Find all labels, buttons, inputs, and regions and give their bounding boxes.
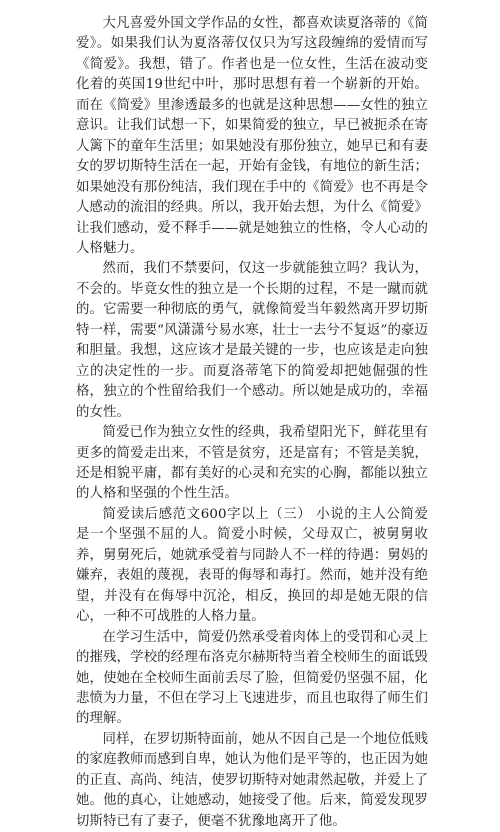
paragraph: 在学习生活中，简爱仍然承受着肉体上的受罚和心灵上的摧残，学校的经理布洛克尔赫斯特当着全校师生的面诋毁她，使她在全校师生面前丢尽了脸，但简爱仍坚强不屈，化悲愤为力量，不但在学习上飞速进步，而且也取得了师生们的理解。 bbox=[76, 629, 428, 727]
document-page bbox=[76, 14, 428, 832]
paragraph: 然而，我们不禁要问，仅这一步就能独立吗？我认为，不会的。毕竟女性的独立是一个长期的过程，不是一蹴而就的。它需要一种彻底的勇气，就像简爱当年毅然离开罗切斯特一样，需要“风潇潇兮易水寒，壮士一去兮不复返”的豪迈和胆量。我想，这应该才是最关键的一步，也应该是走向独立的决定性的一步。而夏洛蒂笔下的简爱却把她倔强的性格，独立的个性留给我们一个感动。所以她是成功的，幸福的女性。 bbox=[76, 261, 428, 420]
paragraph: 简爱已作为独立女性的经典，我希望阳光下，鲜花里有更多的简爱走出来，不管是贫穷，还是富有；不管是美貌，还是相貌平庸，都有美好的心灵和充实的心胸，都能以独立的人格和坚强的个性生活。 bbox=[76, 425, 428, 502]
paragraph: 同样，在罗切斯特面前，她从不因自己是一个地位低贱的家庭教师而感到自卑，她认为他们是平等的，也正因为她的正直、高尚、纯洁，使罗切斯特对她肃然起敬，并爱上了她。他的真心，让她感动，她接受了他。后来，简爱发现罗切斯特已有了妻子，便毫不犹豫地离开了他。 bbox=[76, 731, 428, 829]
paragraph: 大凡喜爱外国文学作品的女性，都喜欢读夏洛蒂的《简爱》。如果我们认为夏洛蒂仅仅只为写这段缠绵的爱情而写《简爱》。我想，错了。作者也是一位女性，生活在波动变化着的英国19世纪中叶，那时思想有着一个崭新的开始。而在《简爱》里渗透最多的也就是这种思想——女性的独立意识。让我们试想一下，如果简爱的独立，早已被扼杀在寄人篱下的童年生活里；如果她没有那份独立，她早已和有妻女的罗切斯特生活在一起，开始有金钱，有地位的新生活；如果她没有那份纯洁，我们现在手中的《简爱》也不再是令人感动的流泪的经典。所以，我开始去想，为什么《简爱》让我们感动，爱不释手——就是她独立的性格，令人心动的人格魅力。 bbox=[76, 16, 428, 256]
paragraph: 简爱读后感范文600字以上（三） 小说的主人公简爱是一个坚强不屈的人。简爱小时候，父母双亡，被舅舅收养，舅舅死后，她就承受着与同龄人不一样的待遇：舅妈的嫌弃，表姐的蔑视，表哥的侮辱和毒打。然而，她并没有绝望，并没有在侮辱中沉沦，相反，换回的却是她无限的信心，一种不可战胜的人格力量。 bbox=[76, 506, 428, 625]
